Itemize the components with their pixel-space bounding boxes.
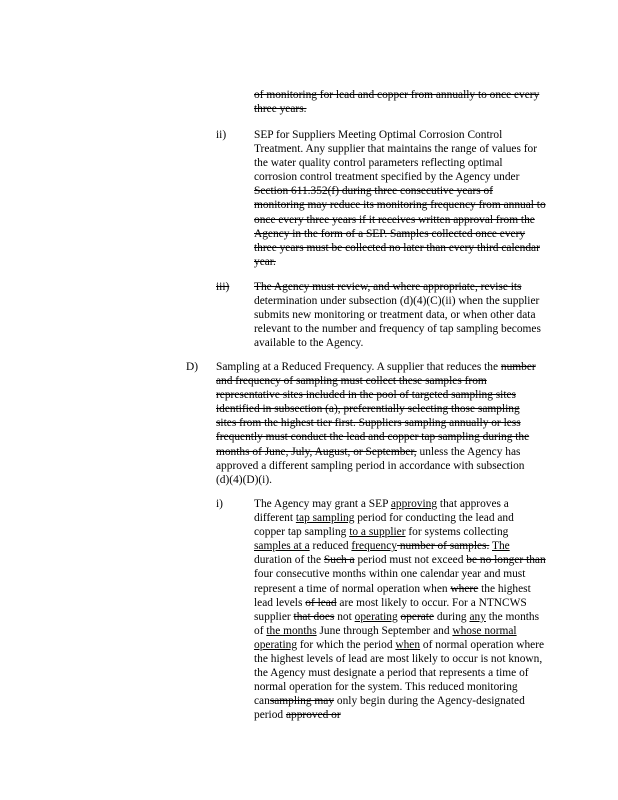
item-i-text-run: duration of the — [254, 554, 324, 567]
item-iii-text-deleted-run: The Agency must review, and where appropriate, revise its — [254, 281, 522, 293]
item-i-text-run: period must not exceed — [354, 554, 467, 567]
item-i-text-deleted-run: approved or — [285, 709, 341, 722]
item-i-text-inserted-run: when — [395, 638, 421, 651]
item-D-text-deleted-run: number and frequency of sampling must collect these samples from representative sites included in the pool of targeted sampling sites identified in subsection (a), preferentially selecting those sampling sites from the highest tier first. Suppliers sampling annually or less frequently must conduct the lead and copper tap sampling during the months of June, July, August, or September, — [216, 361, 536, 458]
item-D-text-run: unless the Agency has approved a different sampling period in accordance with subsection (d)(4)(D)(i). — [216, 445, 525, 486]
item-i-text-inserted-run: The — [492, 540, 510, 553]
item-i-text-run: period for conducting the lead and copper tap sampling — [254, 512, 514, 539]
item-i-text-deleted-run: of lead — [305, 596, 337, 609]
item-iii-text-run: determination under subsection (d)(4)(C)(ii) when the supplier submits new monitoring or treatment data, or when other data relevant to the number and frequency of tap sampling becomes available to the Agency. — [254, 295, 541, 350]
item-i-text-run: are most likely to occur. For a NTNCWS supplier — [254, 596, 527, 623]
item-i-text-inserted-run: approving — [390, 498, 438, 510]
item-i-text-run: The Agency may grant a SEP — [254, 498, 391, 510]
item-ii-label: ii) — [216, 129, 227, 141]
top-fragment-text-deleted-run: of monitoring for lead and copper from annually to once every three years. — [254, 89, 540, 116]
item-i-text-run: for which the period — [297, 638, 396, 651]
item-ii-text — [254, 128, 546, 269]
item-iii-text — [254, 280, 546, 350]
item-D-text-run: Sampling at a Reduced Frequency. A supplier that reduces the — [216, 361, 501, 373]
top-fragment-text — [254, 88, 542, 116]
item-i-text-run: during — [434, 610, 470, 623]
item-i-text-deleted-run: Such a — [323, 554, 355, 567]
item-i-text-inserted-run: to a supplier — [349, 526, 406, 539]
item-i-text-inserted-run: tap sampling — [295, 512, 355, 525]
item-i-text-run: not — [334, 610, 355, 623]
item-i-text-deleted-run: sampling may — [269, 695, 335, 708]
item-i-text-deleted-run: where — [450, 582, 479, 595]
item-i-text-run: June through September and — [316, 624, 453, 637]
item-i-text-inserted-run: operating — [354, 610, 398, 623]
item-i-text-run: that approves a different — [254, 498, 509, 525]
item-i-text-deleted-run: operate — [400, 610, 435, 623]
item-i-text-deleted-run: be no longer than — [466, 554, 546, 567]
item-i-text-run: of normal operation where the highest levels of lead are most likely to occur is not known, the Agency must designate a period that represents a time of normal operation for the system. This reduced monitoring can — [254, 638, 545, 708]
item-i-text-run: the highest lead levels — [254, 582, 531, 609]
item-iii-label: iii) — [216, 281, 230, 293]
item-i-text-run: reduced — [309, 540, 352, 553]
item-i-text — [254, 497, 546, 723]
item-i-text-inserted-run: whose normal operating — [254, 624, 517, 651]
item-i-text-run: only begin during the Agency-designated period — [254, 695, 525, 722]
item-i-text-run: four consecutive months within one calendar year and must represent a time of normal operation when — [254, 568, 526, 595]
item-D-text — [216, 360, 538, 487]
item-i-text-run: for systems collecting — [405, 526, 509, 539]
item-i-label: i) — [216, 498, 223, 510]
item-i-text-deleted-run: number of samples. — [396, 540, 490, 553]
item-i-text-inserted-run: frequency — [351, 540, 397, 553]
item-i-text-inserted-run: samples at a — [254, 540, 310, 553]
item-ii-text-run: SEP for Suppliers Meeting Optimal Corrosion Control Treatment. Any supplier that maintains the range of values for the water quality control parameters reflecting optimal corrosion control treatment specified by the Agency under — [254, 129, 538, 184]
item-i-text-deleted-run: that does — [293, 610, 335, 623]
item-i-text-inserted-run: the months — [266, 624, 317, 637]
item-D-label: D) — [186, 361, 199, 373]
top-fragment — [254, 88, 542, 116]
item-i-text-run: the months of — [254, 610, 540, 637]
item-ii-text-deleted-run: Section 611.352(f) during three consecutive years of monitoring may reduce its monitoring frequency from annual to once every three years if it receives written approval from the Agency in the form of a SEP. Samples collected once every three years must be collected no later than every third calendar year. — [254, 185, 546, 268]
item-i-text-inserted-run: any — [469, 610, 486, 623]
